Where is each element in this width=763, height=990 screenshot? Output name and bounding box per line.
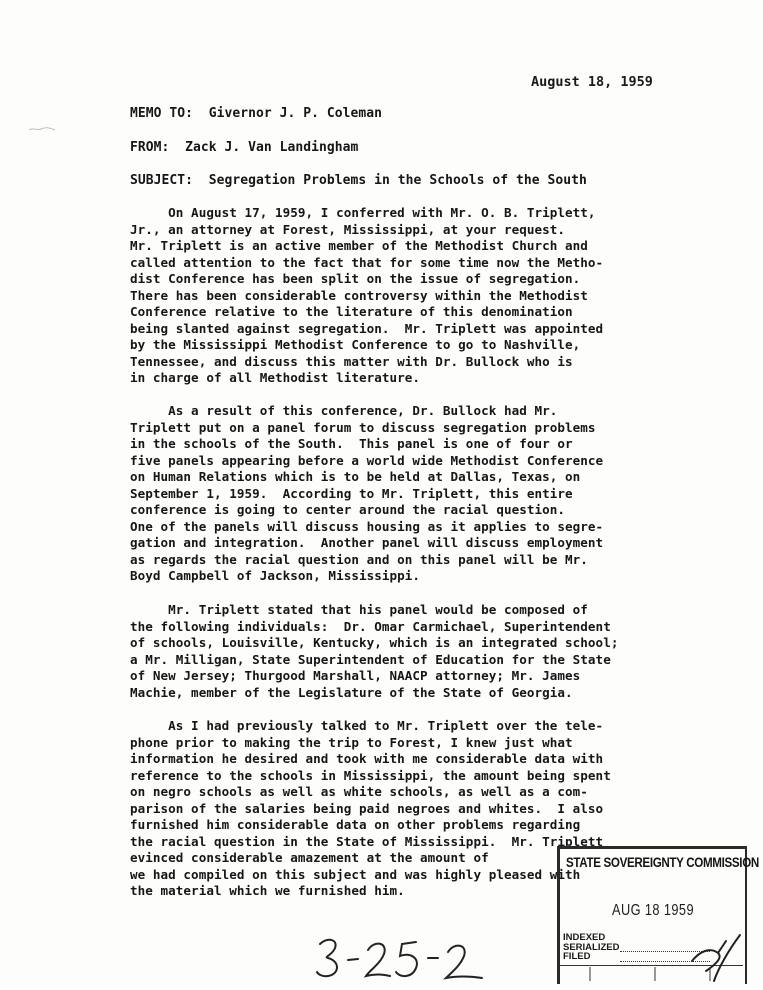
memo-to-line: MEMO TO: Givernor J. P. Coleman [130,106,383,121]
body-line: we had compiled on this subject and was highly pleased with [130,866,581,882]
body-line: five panels appearing before a world wide Methodist Conference [130,452,604,468]
initials-mark [688,931,743,983]
body-line: the following individuals: Dr. Omar Carmichael, Superintendent [130,618,611,634]
body-line: on Human Relations which is to be held at Dallas, Texas, on [130,469,581,484]
body-line: Mr. Triplett is an active member of the Methodist Church and [130,238,588,253]
stamp-date: AUG 18 1959 [612,902,694,919]
body-line: a Mr. Milligan, State Superintendent of Education for the State [130,651,611,667]
body-line: information he desired and took with me considerable data with [130,751,604,766]
body-line: parison of the salaries being paid negroes and whites. I also [130,800,604,816]
body-line: the material which we furnished him. [130,883,405,898]
body-line: in the schools of the South. This panel is one of four or [130,436,573,451]
body-line: Boyd Campbell of Jackson, Mississippi. [130,568,421,583]
body-line: in charge of all Methodist literature. [130,370,421,385]
body-line: gation and integration. Another panel will discuss employment [130,535,604,550]
body-line: Tennessee, and discuss this matter with Dr. Bullock who is [130,353,573,369]
body-line: of New Jersey; Thurgood Marshall, NAACP attorney; Mr. James [130,668,581,683]
body-line: being slanted against segregation. Mr. Triplett was appointed [130,320,604,336]
body-line: conference is going to center around the racial question. [130,502,566,517]
body-line: of schools, Louisville, Kentucky, which is an integrated school; [130,635,619,650]
stamp-rows [563,933,619,962]
body-line: There has been considerable controversy within the Methodist [130,287,588,303]
handwritten-file-number [312,930,492,990]
received-stamp [557,846,759,984]
body-line: by the Mississippi Methodist Conference to go to Nashville, [130,337,581,352]
body-line: furnished him considerable data on other problems regarding [130,817,581,832]
body-line: called attention to the fact that for some time now the Metho- [130,254,604,270]
body-line: as regards the racial question and on this panel will be Mr. [130,551,588,567]
body-line: September 1, 1959. According to Mr. Triplett, this entire [130,485,573,501]
margin-smudge [28,124,56,134]
subject-line: SUBJECT: Segregation Problems in the Schools of the South [130,173,587,188]
body-line: Jr., an attorney at Forest, Mississippi, at your request. [130,221,566,237]
body-line: As a result of this conference, Dr. Bullock had Mr. [130,403,558,418]
stamp-filed: FILED [563,951,591,962]
stamp-title: STATE SOVEREIGNTY COMMISSION [566,855,759,870]
stamp-serialized: SERIALIZED [563,941,620,953]
memo-date: August 18, 1959 [531,74,653,90]
body-line: Mr. Triplett stated that his panel would be composed of [130,602,588,617]
body-line: on negro schools as well as white schools, as well as a com- [130,784,588,799]
body-line: dist Conference has been split on the issue of segregation. [130,271,581,286]
stamp-indexed: INDEXED [563,932,606,943]
body-line: On August 17, 1959, I conferred with Mr. O. B. Triplett, [130,205,596,220]
body-line: the racial question in the State of Mississippi. Mr. Triplett [130,833,604,849]
body-line: Conference relative to the literature of this denomination [130,304,573,319]
body-line: As I had previously talked to Mr. Triplett over the tele- [130,718,604,733]
body-line: evinced considerable amazement at the amount of [130,850,489,865]
body-line: Machie, member of the Legislature of the State of Georgia. [130,684,573,700]
from-line: FROM: Zack J. Van Landingham [130,140,359,155]
body-line: phone prior to making the trip to Forest, I knew just what [130,734,573,750]
body-line: Triplett put on a panel forum to discuss segregation problems [130,419,596,435]
body-line: reference to the schools in Mississippi, the amount being spent [130,767,611,783]
body-line: One of the panels will discuss housing as it applies to segre- [130,518,604,534]
